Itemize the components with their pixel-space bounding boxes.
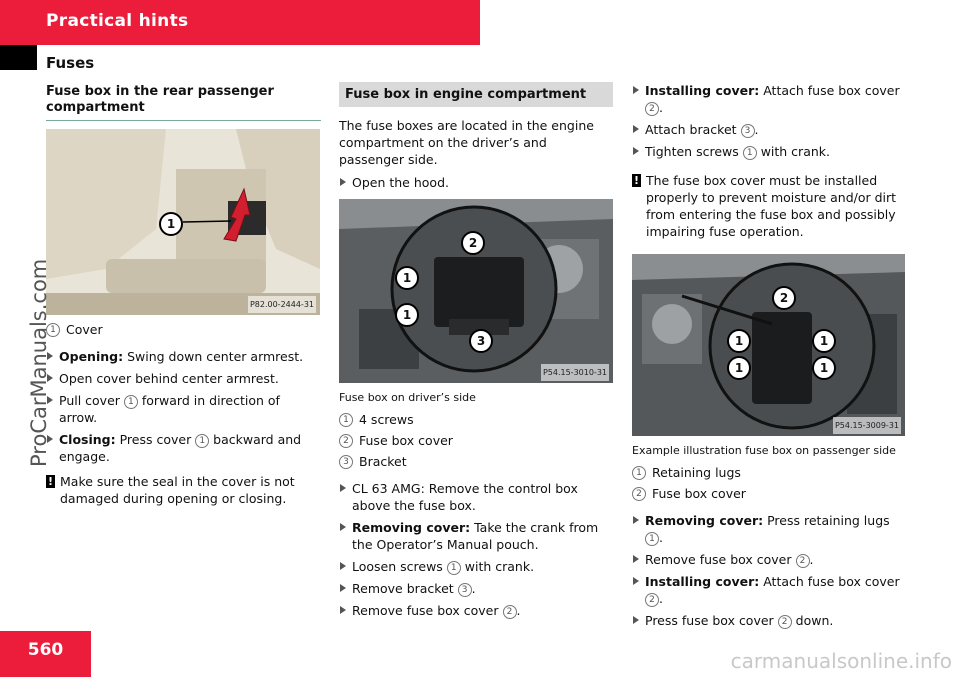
step-remove-bracket: Remove bracket 3 . [339, 580, 613, 597]
rear-armrest-photo [46, 129, 320, 315]
step-cl63: CL 63 AMG: Remove the control box above the fuse box. [339, 480, 613, 514]
warning-note: ! The fuse box cover must be installed properly to prevent moisture and/or dirt from entering the fuse box and possibly impairing fuse operation. [633, 173, 897, 239]
callout-2: 2 [461, 231, 485, 255]
step-open-cover: Open cover behind center armrest. [46, 370, 321, 387]
step-removing-cover: Removing cover: Press retaining lugs 1 . [632, 512, 906, 546]
column-rear-compartment [46, 84, 321, 513]
armrest-illustration [46, 129, 320, 315]
legend-item: 1 Retaining lugs [632, 464, 906, 481]
callout-1: 1 [395, 266, 419, 290]
column-installation [632, 82, 906, 634]
header-title: Practical hints [46, 11, 189, 31]
step-press-cover: Press fuse box cover 2 down. [632, 612, 906, 629]
photo-caption: Example illustration fuse box on passenger side [632, 444, 896, 457]
photo-code: P82.00-2444-31 [248, 296, 316, 313]
photo-caption: Fuse box on driver’s side [339, 391, 476, 404]
step-removing-cover: Removing cover: Take the crank from the Operator’s Manual pouch. [339, 519, 613, 553]
callout-1: 1 [812, 329, 836, 353]
step-installing-cover: Installing cover: Attach fuse box cover 2 . [632, 573, 906, 607]
legend-item: 2 Fuse box cover [339, 432, 613, 449]
engine-passenger-illustration [632, 254, 905, 436]
callout-3: 3 [469, 329, 493, 353]
step-open-hood: Open the hood. [339, 174, 613, 191]
engine-driver-illustration [339, 199, 613, 383]
rear-fusebox-heading: Fuse box in the rear passenger compartment [46, 84, 321, 121]
legend-number: 1 [46, 323, 60, 337]
legend-item: 2 Fuse box cover [632, 485, 906, 502]
inline-number: 1 [124, 395, 138, 409]
step-attach-bracket: Attach bracket 3 . [632, 121, 906, 138]
section-tab [0, 45, 37, 70]
step-remove-cover: Remove fuse box cover 2 . [632, 551, 906, 568]
callout-1: 1 [812, 356, 836, 380]
callout-1: 1 [395, 303, 419, 327]
step-opening: Opening: Swing down center armrest. [46, 348, 321, 365]
intro-text: The fuse boxes are located in the engine compartment on the driver’s and passenger side. [339, 118, 594, 167]
step-loosen-screws: Loosen screws 1 with crank. [339, 558, 613, 575]
passenger-side-photo [632, 254, 905, 436]
callout-1: 1 [727, 356, 751, 380]
warning-icon: ! [47, 475, 54, 488]
photo-code: P54.15-3009-31 [833, 417, 901, 434]
footer-watermark: carmanualsonline.info [730, 649, 952, 673]
callout-1: 1 [727, 329, 751, 353]
legend-item: 3 Bracket [339, 453, 613, 470]
section-title: Fuses [46, 54, 95, 72]
callout-1: 1 [159, 212, 183, 236]
step-tighten-screws: Tighten screws 1 with crank. [632, 143, 906, 160]
step-remove-cover: Remove fuse box cover 2 . [339, 602, 613, 619]
callout-2: 2 [772, 286, 796, 310]
warning-icon: ! [633, 174, 640, 187]
photo-code: P54.15-3010-31 [541, 364, 609, 381]
driver-side-photo [339, 199, 613, 383]
step-installing-cover: Installing cover: Attach fuse box cover 2 . [632, 82, 906, 116]
legend-item: 1 4 screws [339, 411, 613, 428]
warning-note: ! Make sure the seal in the cover is not damaged during opening or closing. [47, 474, 295, 506]
legend-text: Cover [66, 322, 103, 337]
page-number: 560 [27, 640, 64, 660]
engine-fusebox-heading: Fuse box in engine compartment [339, 82, 613, 107]
step-closing: Closing: Press cover 1 backward and engage. [46, 431, 321, 465]
side-watermark: ProCarManuals.com [27, 258, 51, 467]
legend-item [46, 321, 321, 338]
inline-number: 1 [195, 434, 209, 448]
step-pull-cover: Pull cover 1 forward in direction of arrow. [46, 392, 321, 426]
column-engine-compartment [339, 82, 613, 624]
